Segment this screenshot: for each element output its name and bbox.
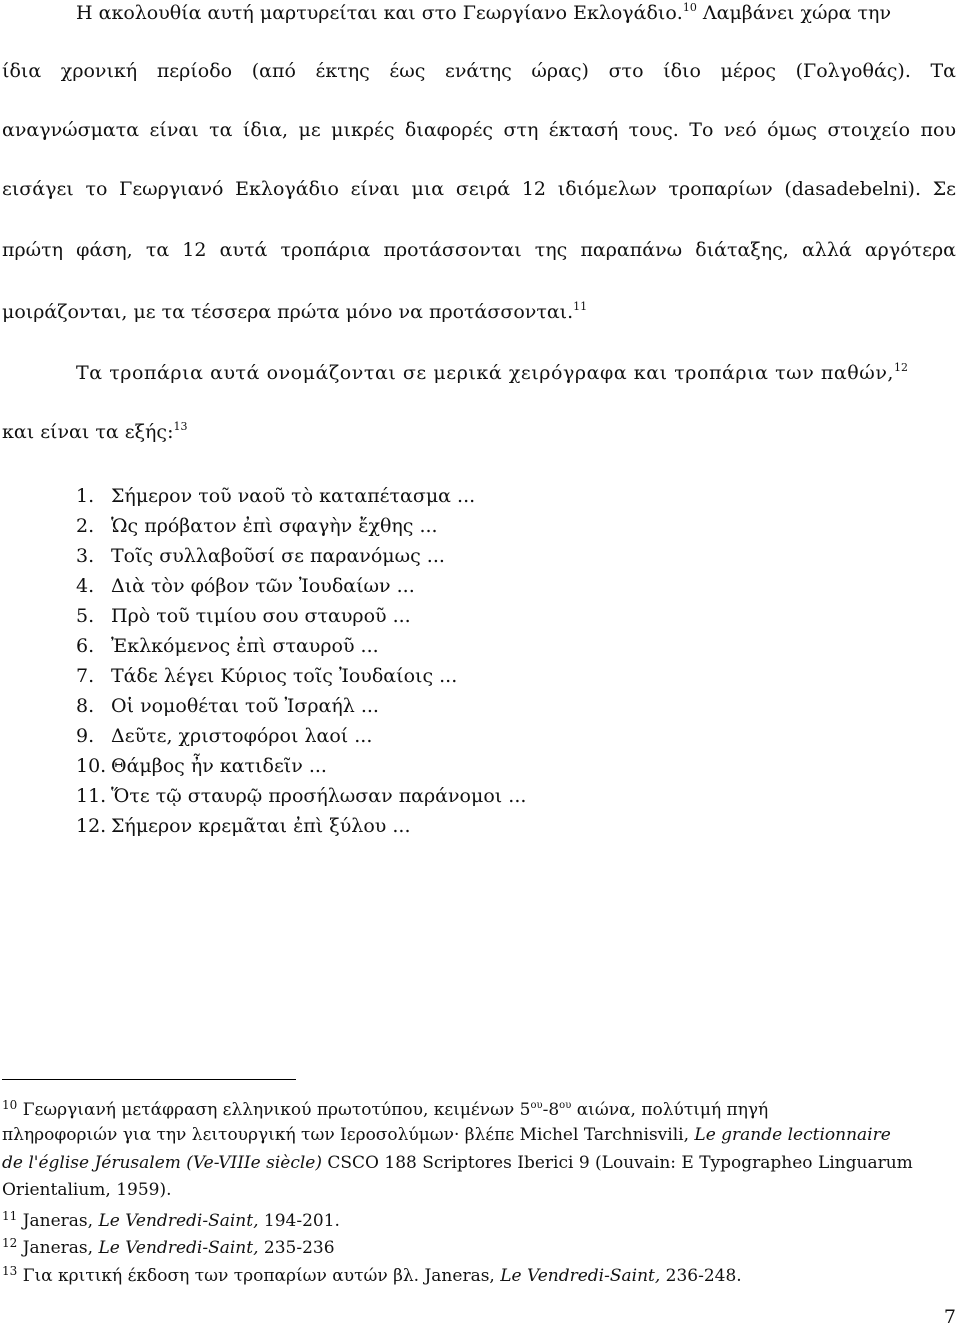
footnote-sup: ου <box>530 1100 543 1111</box>
body-line-1 <box>76 1 956 24</box>
footnote-13 <box>2 1265 942 1285</box>
footnote-number: 13 <box>2 1264 18 1278</box>
list-text: Ἐκλκόμενος ἐπὶ σταυροῦ ... <box>111 635 379 657</box>
list-item <box>76 601 526 631</box>
body-text: μοιράζονται, με τα τέσσερα πρώτα μόνο να προτάσσονται. <box>2 301 574 323</box>
footnote-text: Janeras, <box>22 1211 94 1231</box>
list-text: Διὰ τὸν φόβον τῶν Ἰουδαίων ... <box>111 575 415 597</box>
list-number: 11. <box>76 785 107 807</box>
list-item <box>76 481 526 511</box>
list-number: 4. <box>76 575 95 597</box>
footnote-11 <box>2 1210 942 1230</box>
footnote-title: Le grande lectionnaire <box>694 1125 891 1145</box>
list-number: 8. <box>76 695 95 717</box>
footnote-ref-13[interactable]: 13 <box>173 420 188 433</box>
footnote-sup: ου <box>559 1100 572 1111</box>
list-item <box>76 781 526 811</box>
list-number: 5. <box>76 605 95 627</box>
list-item <box>76 721 526 751</box>
body-line-3: αναγνώσματα είναι τα ίδια, με μικρές διαφορές στη έκτασή τους. Το νεό όμως στοιχείο που <box>2 119 956 141</box>
list-number: 1. <box>76 485 95 507</box>
body-text: Τα τροπάρια αυτά ονομάζονται σε μερικά χειρόγραφα και τροπάρια των παθών, <box>76 362 895 384</box>
footnote-ref-11[interactable]: 11 <box>573 300 588 313</box>
list-text: Τάδε λέγει Κύριος τοῖς Ἰουδαίοις ... <box>111 665 458 687</box>
list-number: 10. <box>76 755 107 777</box>
footnote-10-line-2 <box>2 1127 942 1144</box>
footnote-text: Γεωργιανή μετάφραση ελληνικού πρωτοτύπου, κειμένων 5 <box>22 1100 531 1120</box>
footnote-text: πληροφοριών για την λειτουργική των Ιεροσολύμων· βλέπε Michel Tarchnisvili, <box>2 1125 689 1145</box>
footnote-10-line-3 <box>2 1155 942 1172</box>
body-text: και είναι τα εξής: <box>2 421 174 443</box>
body-text: Λαμβάνει χώρα την <box>702 2 891 24</box>
list-item <box>76 661 526 691</box>
list-item <box>76 811 526 841</box>
list-item <box>76 511 526 541</box>
footnote-number: 12 <box>2 1236 18 1250</box>
footnote-number: 10 <box>2 1098 18 1112</box>
list-number: 3. <box>76 545 95 567</box>
body-line-7 <box>76 361 956 384</box>
footnote-number: 11 <box>2 1209 18 1223</box>
troparia-list <box>76 481 526 841</box>
list-number: 12. <box>76 815 107 837</box>
body-text: Η ακολουθία αυτή μαρτυρείται και στο Γεωργίανο Εκλογάδιο. <box>76 2 683 24</box>
footnote-title: de l'église Jérusalem (Ve-VIIIe siècle) <box>2 1153 322 1173</box>
list-number: 7. <box>76 665 95 687</box>
footnote-10-line-4: Orientalium, 1959). <box>2 1180 172 1200</box>
footnote-title: Le Vendredi-Saint, <box>500 1266 661 1286</box>
footnote-text: 194-201. <box>263 1211 340 1231</box>
footnote-ref-12[interactable]: 12 <box>894 361 909 374</box>
list-number: 6. <box>76 635 95 657</box>
list-text: Ὅτε τῷ σταυρῷ προσήλωσαν παράνομοι ... <box>111 785 527 807</box>
body-line-5: πρώτη φάση, τα 12 αυτά τροπάρια προτάσσονται της παραπάνω διάταξης, αλλά αργότερα <box>2 239 956 261</box>
body-line-2: ίδια χρονική περίοδο (από έκτης έως ενάτης ώρας) στο ίδιο μέρος (Γολγοθάς). Τα <box>2 60 956 82</box>
footnote-separator <box>2 1079 296 1080</box>
footnote-text: -8 <box>542 1100 560 1120</box>
footnote-text: 235-236 <box>263 1238 335 1258</box>
list-text: Τοῖς συλλαβοῦσί σε παρανόμως ... <box>111 545 445 567</box>
list-number: 9. <box>76 725 95 747</box>
list-text: Πρὸ τοῦ τιμίου σου σταυροῦ ... <box>111 605 411 627</box>
list-text: Ὡς πρόβατον ἐπὶ σφαγὴν ἔχθης ... <box>111 515 438 537</box>
list-number: 2. <box>76 515 95 537</box>
list-item <box>76 631 526 661</box>
body-line-8 <box>2 420 956 443</box>
list-item <box>76 571 526 601</box>
footnote-title: Le Vendredi-Saint, <box>98 1211 259 1231</box>
body-line-4: εισάγει το Γεωργιανό Εκλογάδιο είναι μια σειρά 12 ιδιόμελων τροπαρίων (dasadebelni). Σε <box>2 178 956 200</box>
list-text: Σήμερον τοῦ ναοῦ τὸ καταπέτασμα ... <box>111 485 476 507</box>
body-line-6 <box>2 300 956 323</box>
footnote-title: Le Vendredi-Saint, <box>98 1238 259 1258</box>
list-text: Δεῦτε, χριστοφόροι λαοί ... <box>111 725 373 747</box>
list-item <box>76 541 526 571</box>
page-number: 7 <box>943 1306 956 1328</box>
footnote-text: Για κριτική έκδοση των τροπαρίων αυτών βλ. Janeras, <box>22 1266 495 1286</box>
list-item <box>76 691 526 721</box>
list-text: Θάμβος ἦν κατιδεῖν ... <box>111 755 327 777</box>
footnote-10-line-1 <box>2 1099 942 1119</box>
list-text: Οἱ νομοθέται τοῦ Ἰσραήλ ... <box>111 695 379 717</box>
footnote-ref-10[interactable]: 10 <box>682 1 697 14</box>
footnote-text: CSCO 188 Scriptores Iberici 9 (Louvain: E Typographeo Linguarum <box>327 1153 913 1173</box>
list-text: Σήμερον κρεμᾶται ἐπὶ ξύλου ... <box>111 815 411 837</box>
footnote-text: αιώνα, πολύτιμή πηγή <box>576 1100 769 1120</box>
footnote-12 <box>2 1237 942 1257</box>
footnote-text: Janeras, <box>22 1238 94 1258</box>
list-item <box>76 751 526 781</box>
footnote-text: 236-248. <box>665 1266 742 1286</box>
